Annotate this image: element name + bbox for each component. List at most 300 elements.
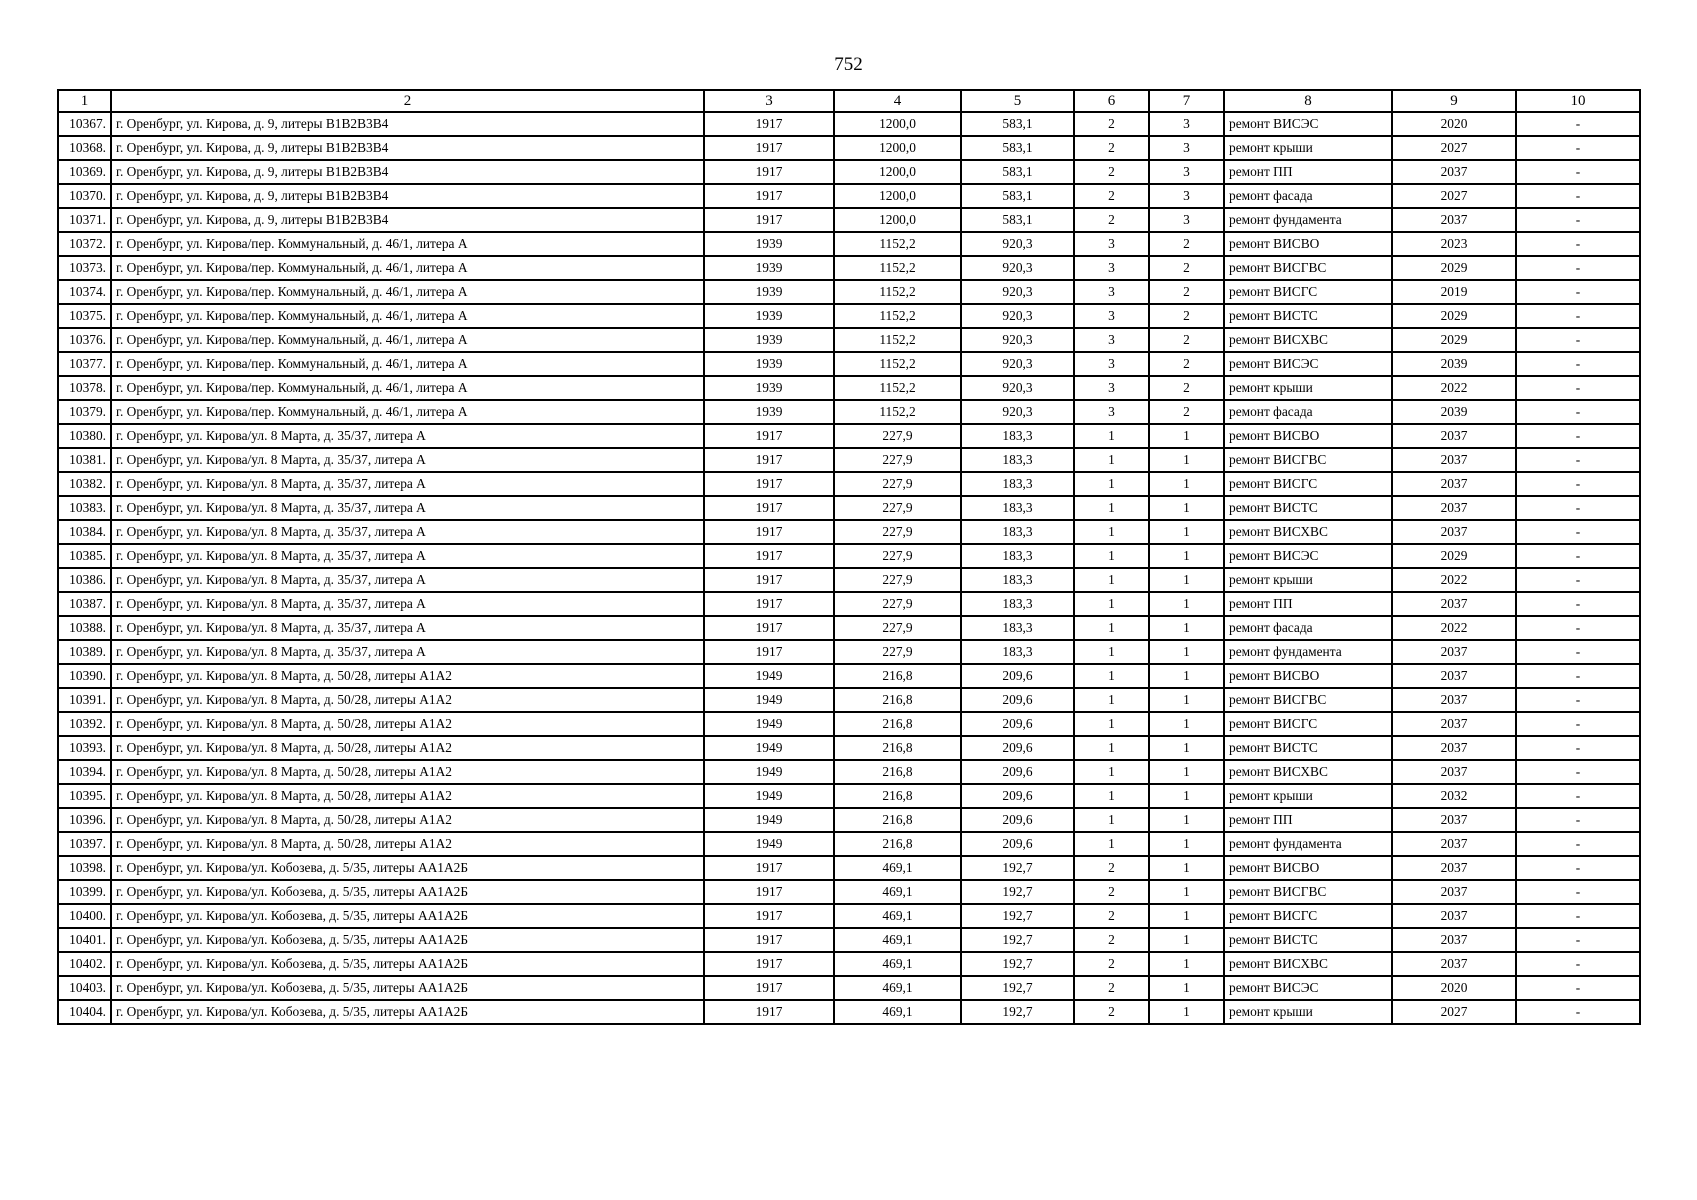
floors-cell: 1 xyxy=(1074,472,1149,496)
year-cell: 1949 xyxy=(704,808,834,832)
floors-cell: 2 xyxy=(1074,976,1149,1000)
year-cell: 1917 xyxy=(704,592,834,616)
address-cell: г. Оренбург, ул. Кирова/пер. Коммунальный, д. 46/1, литера А xyxy=(111,352,704,376)
row-number-cell: 10383. xyxy=(58,496,111,520)
planned-year-cell: 2037 xyxy=(1392,424,1516,448)
total-area-cell: 227,9 xyxy=(834,616,961,640)
table-row xyxy=(58,472,1640,496)
row-number-cell: 10367. xyxy=(58,112,111,136)
address-cell: г. Оренбург, ул. Кирова/ул. 8 Марта, д. 35/37, литера А xyxy=(111,448,704,472)
floors-cell: 3 xyxy=(1074,328,1149,352)
address-cell: г. Оренбург, ул. Кирова/пер. Коммунальный, д. 46/1, литера А xyxy=(111,280,704,304)
work-type-cell: ремонт фасада xyxy=(1224,184,1392,208)
planned-year-cell: 2037 xyxy=(1392,736,1516,760)
column-header: 9 xyxy=(1392,90,1516,112)
entrances-cell: 1 xyxy=(1149,856,1224,880)
floors-cell: 3 xyxy=(1074,256,1149,280)
row-number-cell: 10390. xyxy=(58,664,111,688)
entrances-cell: 2 xyxy=(1149,256,1224,280)
table-row xyxy=(58,760,1640,784)
address-cell: г. Оренбург, ул. Кирова, д. 9, литеры В1В2В3В4 xyxy=(111,136,704,160)
note-cell: - xyxy=(1516,952,1640,976)
address-cell: г. Оренбург, ул. Кирова/ул. 8 Марта, д. 50/28, литеры А1А2 xyxy=(111,832,704,856)
planned-year-cell: 2027 xyxy=(1392,1000,1516,1024)
planned-year-cell: 2020 xyxy=(1392,976,1516,1000)
total-area-cell: 1152,2 xyxy=(834,400,961,424)
row-number-cell: 10381. xyxy=(58,448,111,472)
floors-cell: 1 xyxy=(1074,640,1149,664)
table-row xyxy=(58,376,1640,400)
work-type-cell: ремонт ВИСВО xyxy=(1224,664,1392,688)
planned-year-cell: 2022 xyxy=(1392,616,1516,640)
planned-year-cell: 2037 xyxy=(1392,688,1516,712)
table-row xyxy=(58,400,1640,424)
living-area-cell: 192,7 xyxy=(961,928,1074,952)
total-area-cell: 216,8 xyxy=(834,832,961,856)
living-area-cell: 209,6 xyxy=(961,808,1074,832)
table-row xyxy=(58,904,1640,928)
floors-cell: 1 xyxy=(1074,568,1149,592)
work-type-cell: ремонт крыши xyxy=(1224,784,1392,808)
planned-year-cell: 2037 xyxy=(1392,496,1516,520)
entrances-cell: 1 xyxy=(1149,688,1224,712)
year-cell: 1949 xyxy=(704,784,834,808)
total-area-cell: 227,9 xyxy=(834,592,961,616)
table-row xyxy=(58,808,1640,832)
note-cell: - xyxy=(1516,424,1640,448)
entrances-cell: 3 xyxy=(1149,208,1224,232)
living-area-cell: 183,3 xyxy=(961,448,1074,472)
living-area-cell: 209,6 xyxy=(961,688,1074,712)
entrances-cell: 1 xyxy=(1149,880,1224,904)
row-number-cell: 10370. xyxy=(58,184,111,208)
note-cell: - xyxy=(1516,640,1640,664)
total-area-cell: 227,9 xyxy=(834,640,961,664)
floors-cell: 1 xyxy=(1074,808,1149,832)
planned-year-cell: 2037 xyxy=(1392,640,1516,664)
work-type-cell: ремонт ВИСХВС xyxy=(1224,952,1392,976)
planned-year-cell: 2037 xyxy=(1392,904,1516,928)
table-row xyxy=(58,880,1640,904)
address-cell: г. Оренбург, ул. Кирова/ул. 8 Марта, д. 35/37, литера А xyxy=(111,496,704,520)
column-header: 2 xyxy=(111,90,704,112)
address-cell: г. Оренбург, ул. Кирова/ул. 8 Марта, д. 50/28, литеры А1А2 xyxy=(111,760,704,784)
total-area-cell: 1152,2 xyxy=(834,376,961,400)
work-type-cell: ремонт ВИСГС xyxy=(1224,904,1392,928)
planned-year-cell: 2027 xyxy=(1392,136,1516,160)
row-number-cell: 10377. xyxy=(58,352,111,376)
work-type-cell: ремонт ВИСХВС xyxy=(1224,328,1392,352)
table-row xyxy=(58,280,1640,304)
entrances-cell: 3 xyxy=(1149,136,1224,160)
floors-cell: 1 xyxy=(1074,496,1149,520)
total-area-cell: 469,1 xyxy=(834,976,961,1000)
living-area-cell: 920,3 xyxy=(961,328,1074,352)
table-row xyxy=(58,112,1640,136)
living-area-cell: 920,3 xyxy=(961,280,1074,304)
total-area-cell: 469,1 xyxy=(834,952,961,976)
work-type-cell: ремонт крыши xyxy=(1224,136,1392,160)
living-area-cell: 183,3 xyxy=(961,424,1074,448)
work-type-cell: ремонт фундамента xyxy=(1224,640,1392,664)
entrances-cell: 2 xyxy=(1149,232,1224,256)
work-type-cell: ремонт фундамента xyxy=(1224,208,1392,232)
work-type-cell: ремонт ПП xyxy=(1224,592,1392,616)
row-number-cell: 10397. xyxy=(58,832,111,856)
planned-year-cell: 2039 xyxy=(1392,352,1516,376)
table-row xyxy=(58,328,1640,352)
table-row xyxy=(58,976,1640,1000)
note-cell: - xyxy=(1516,736,1640,760)
living-area-cell: 209,6 xyxy=(961,832,1074,856)
floors-cell: 1 xyxy=(1074,760,1149,784)
table-row xyxy=(58,208,1640,232)
year-cell: 1949 xyxy=(704,664,834,688)
year-cell: 1917 xyxy=(704,472,834,496)
work-type-cell: ремонт ВИСВО xyxy=(1224,232,1392,256)
row-number-cell: 10379. xyxy=(58,400,111,424)
row-number-cell: 10387. xyxy=(58,592,111,616)
row-number-cell: 10382. xyxy=(58,472,111,496)
entrances-cell: 1 xyxy=(1149,448,1224,472)
living-area-cell: 583,1 xyxy=(961,160,1074,184)
total-area-cell: 1200,0 xyxy=(834,112,961,136)
row-number-cell: 10394. xyxy=(58,760,111,784)
total-area-cell: 1152,2 xyxy=(834,328,961,352)
column-header: 1 xyxy=(58,90,111,112)
table-row xyxy=(58,568,1640,592)
floors-cell: 2 xyxy=(1074,208,1149,232)
total-area-cell: 227,9 xyxy=(834,520,961,544)
living-area-cell: 209,6 xyxy=(961,736,1074,760)
address-cell: г. Оренбург, ул. Кирова/ул. 8 Марта, д. 50/28, литеры А1А2 xyxy=(111,688,704,712)
table-row xyxy=(58,448,1640,472)
floors-cell: 1 xyxy=(1074,592,1149,616)
address-cell: г. Оренбург, ул. Кирова, д. 9, литеры В1В2В3В4 xyxy=(111,112,704,136)
year-cell: 1917 xyxy=(704,880,834,904)
planned-year-cell: 2037 xyxy=(1392,520,1516,544)
work-type-cell: ремонт ВИСГВС xyxy=(1224,256,1392,280)
year-cell: 1949 xyxy=(704,712,834,736)
planned-year-cell: 2039 xyxy=(1392,400,1516,424)
work-type-cell: ремонт крыши xyxy=(1224,568,1392,592)
note-cell: - xyxy=(1516,160,1640,184)
total-area-cell: 1200,0 xyxy=(834,136,961,160)
planned-year-cell: 2037 xyxy=(1392,592,1516,616)
year-cell: 1917 xyxy=(704,568,834,592)
note-cell: - xyxy=(1516,544,1640,568)
planned-year-cell: 2037 xyxy=(1392,472,1516,496)
note-cell: - xyxy=(1516,784,1640,808)
year-cell: 1917 xyxy=(704,1000,834,1024)
floors-cell: 2 xyxy=(1074,1000,1149,1024)
table-row xyxy=(58,952,1640,976)
entrances-cell: 1 xyxy=(1149,760,1224,784)
planned-year-cell: 2037 xyxy=(1392,808,1516,832)
floors-cell: 3 xyxy=(1074,304,1149,328)
year-cell: 1939 xyxy=(704,256,834,280)
note-cell: - xyxy=(1516,472,1640,496)
table-body xyxy=(58,112,1640,1024)
address-cell: г. Оренбург, ул. Кирова/ул. 8 Марта, д. 35/37, литера А xyxy=(111,568,704,592)
note-cell: - xyxy=(1516,328,1640,352)
floors-cell: 3 xyxy=(1074,400,1149,424)
living-area-cell: 183,3 xyxy=(961,568,1074,592)
note-cell: - xyxy=(1516,520,1640,544)
planned-year-cell: 2037 xyxy=(1392,856,1516,880)
address-cell: г. Оренбург, ул. Кирова/ул. 8 Марта, д. 35/37, литера А xyxy=(111,592,704,616)
row-number-cell: 10396. xyxy=(58,808,111,832)
table-row xyxy=(58,832,1640,856)
entrances-cell: 1 xyxy=(1149,424,1224,448)
row-number-cell: 10395. xyxy=(58,784,111,808)
living-area-cell: 209,6 xyxy=(961,712,1074,736)
address-cell: г. Оренбург, ул. Кирова, д. 9, литеры В1В2В3В4 xyxy=(111,160,704,184)
year-cell: 1917 xyxy=(704,184,834,208)
planned-year-cell: 2029 xyxy=(1392,328,1516,352)
living-area-cell: 583,1 xyxy=(961,136,1074,160)
work-type-cell: ремонт ВИСТС xyxy=(1224,736,1392,760)
living-area-cell: 192,7 xyxy=(961,880,1074,904)
work-type-cell: ремонт ВИСЭС xyxy=(1224,976,1392,1000)
column-header: 5 xyxy=(961,90,1074,112)
planned-year-cell: 2037 xyxy=(1392,760,1516,784)
note-cell: - xyxy=(1516,928,1640,952)
floors-cell: 1 xyxy=(1074,784,1149,808)
work-type-cell: ремонт крыши xyxy=(1224,376,1392,400)
address-cell: г. Оренбург, ул. Кирова, д. 9, литеры В1В2В3В4 xyxy=(111,184,704,208)
entrances-cell: 1 xyxy=(1149,640,1224,664)
row-number-cell: 10371. xyxy=(58,208,111,232)
work-type-cell: ремонт ПП xyxy=(1224,160,1392,184)
address-cell: г. Оренбург, ул. Кирова/ул. Кобозева, д. 5/35, литеры АА1А2Б xyxy=(111,952,704,976)
table-row xyxy=(58,304,1640,328)
floors-cell: 1 xyxy=(1074,712,1149,736)
entrances-cell: 2 xyxy=(1149,376,1224,400)
planned-year-cell: 2022 xyxy=(1392,568,1516,592)
note-cell: - xyxy=(1516,304,1640,328)
row-number-cell: 10398. xyxy=(58,856,111,880)
living-area-cell: 583,1 xyxy=(961,112,1074,136)
entrances-cell: 1 xyxy=(1149,928,1224,952)
entrances-cell: 1 xyxy=(1149,736,1224,760)
entrances-cell: 1 xyxy=(1149,616,1224,640)
table-row xyxy=(58,616,1640,640)
row-number-cell: 10401. xyxy=(58,928,111,952)
address-cell: г. Оренбург, ул. Кирова, д. 9, литеры В1В2В3В4 xyxy=(111,208,704,232)
row-number-cell: 10393. xyxy=(58,736,111,760)
total-area-cell: 1200,0 xyxy=(834,208,961,232)
floors-cell: 1 xyxy=(1074,664,1149,688)
total-area-cell: 1152,2 xyxy=(834,280,961,304)
year-cell: 1917 xyxy=(704,904,834,928)
entrances-cell: 1 xyxy=(1149,784,1224,808)
entrances-cell: 1 xyxy=(1149,1000,1224,1024)
floors-cell: 1 xyxy=(1074,448,1149,472)
living-area-cell: 192,7 xyxy=(961,1000,1074,1024)
address-cell: г. Оренбург, ул. Кирова/ул. 8 Марта, д. 35/37, литера А xyxy=(111,520,704,544)
table-row xyxy=(58,232,1640,256)
floors-cell: 1 xyxy=(1074,832,1149,856)
row-number-cell: 10388. xyxy=(58,616,111,640)
year-cell: 1917 xyxy=(704,952,834,976)
row-number-cell: 10369. xyxy=(58,160,111,184)
table-row xyxy=(58,712,1640,736)
page-number: 752 xyxy=(834,54,863,75)
work-type-cell: ремонт ВИСТС xyxy=(1224,304,1392,328)
note-cell: - xyxy=(1516,664,1640,688)
year-cell: 1939 xyxy=(704,376,834,400)
floors-cell: 1 xyxy=(1074,688,1149,712)
total-area-cell: 469,1 xyxy=(834,880,961,904)
table-row xyxy=(58,1000,1640,1024)
row-number-cell: 10380. xyxy=(58,424,111,448)
table-row xyxy=(58,592,1640,616)
entrances-cell: 1 xyxy=(1149,664,1224,688)
work-type-cell: ремонт фундамента xyxy=(1224,832,1392,856)
table-row xyxy=(58,688,1640,712)
living-area-cell: 209,6 xyxy=(961,664,1074,688)
year-cell: 1939 xyxy=(704,352,834,376)
work-type-cell: ремонт ВИСВО xyxy=(1224,856,1392,880)
total-area-cell: 1200,0 xyxy=(834,184,961,208)
row-number-cell: 10389. xyxy=(58,640,111,664)
address-cell: г. Оренбург, ул. Кирова/ул. Кобозева, д. 5/35, литеры АА1А2Б xyxy=(111,928,704,952)
total-area-cell: 1152,2 xyxy=(834,304,961,328)
total-area-cell: 469,1 xyxy=(834,904,961,928)
work-type-cell: ремонт ВИСГС xyxy=(1224,280,1392,304)
address-cell: г. Оренбург, ул. Кирова/ул. 8 Марта, д. 35/37, литера А xyxy=(111,544,704,568)
entrances-cell: 1 xyxy=(1149,904,1224,928)
row-number-cell: 10385. xyxy=(58,544,111,568)
floors-cell: 3 xyxy=(1074,280,1149,304)
work-type-cell: ремонт ПП xyxy=(1224,808,1392,832)
column-header: 3 xyxy=(704,90,834,112)
work-type-cell: ремонт ВИСХВС xyxy=(1224,760,1392,784)
total-area-cell: 216,8 xyxy=(834,808,961,832)
note-cell: - xyxy=(1516,832,1640,856)
living-area-cell: 192,7 xyxy=(961,976,1074,1000)
note-cell: - xyxy=(1516,688,1640,712)
note-cell: - xyxy=(1516,400,1640,424)
table-row xyxy=(58,136,1640,160)
living-area-cell: 183,3 xyxy=(961,544,1074,568)
living-area-cell: 920,3 xyxy=(961,304,1074,328)
note-cell: - xyxy=(1516,184,1640,208)
entrances-cell: 1 xyxy=(1149,712,1224,736)
year-cell: 1917 xyxy=(704,496,834,520)
planned-year-cell: 2037 xyxy=(1392,928,1516,952)
work-type-cell: ремонт ВИСЭС xyxy=(1224,544,1392,568)
work-type-cell: ремонт ВИСТС xyxy=(1224,928,1392,952)
address-cell: г. Оренбург, ул. Кирова/пер. Коммунальный, д. 46/1, литера А xyxy=(111,232,704,256)
entrances-cell: 1 xyxy=(1149,568,1224,592)
row-number-cell: 10404. xyxy=(58,1000,111,1024)
entrances-cell: 1 xyxy=(1149,520,1224,544)
note-cell: - xyxy=(1516,712,1640,736)
row-number-cell: 10368. xyxy=(58,136,111,160)
address-cell: г. Оренбург, ул. Кирова/ул. 8 Марта, д. 50/28, литеры А1А2 xyxy=(111,712,704,736)
work-type-cell: ремонт ВИСГВС xyxy=(1224,688,1392,712)
table-row xyxy=(58,496,1640,520)
year-cell: 1917 xyxy=(704,928,834,952)
year-cell: 1917 xyxy=(704,640,834,664)
work-type-cell: ремонт ВИСГВС xyxy=(1224,448,1392,472)
note-cell: - xyxy=(1516,808,1640,832)
year-cell: 1917 xyxy=(704,616,834,640)
living-area-cell: 192,7 xyxy=(961,856,1074,880)
entrances-cell: 1 xyxy=(1149,832,1224,856)
year-cell: 1939 xyxy=(704,304,834,328)
total-area-cell: 1200,0 xyxy=(834,160,961,184)
floors-cell: 2 xyxy=(1074,184,1149,208)
floors-cell: 2 xyxy=(1074,112,1149,136)
living-area-cell: 183,3 xyxy=(961,520,1074,544)
living-area-cell: 183,3 xyxy=(961,640,1074,664)
address-cell: г. Оренбург, ул. Кирова/пер. Коммунальный, д. 46/1, литера А xyxy=(111,256,704,280)
row-number-cell: 10403. xyxy=(58,976,111,1000)
total-area-cell: 216,8 xyxy=(834,712,961,736)
row-number-cell: 10372. xyxy=(58,232,111,256)
planned-year-cell: 2037 xyxy=(1392,832,1516,856)
entrances-cell: 2 xyxy=(1149,328,1224,352)
living-area-cell: 209,6 xyxy=(961,760,1074,784)
work-type-cell: ремонт крыши xyxy=(1224,1000,1392,1024)
floors-cell: 2 xyxy=(1074,928,1149,952)
entrances-cell: 1 xyxy=(1149,544,1224,568)
table-row xyxy=(58,520,1640,544)
entrances-cell: 3 xyxy=(1149,184,1224,208)
living-area-cell: 192,7 xyxy=(961,952,1074,976)
work-type-cell: ремонт ВИСЭС xyxy=(1224,112,1392,136)
floors-cell: 2 xyxy=(1074,136,1149,160)
planned-year-cell: 2037 xyxy=(1392,208,1516,232)
entrances-cell: 2 xyxy=(1149,400,1224,424)
note-cell: - xyxy=(1516,136,1640,160)
entrances-cell: 1 xyxy=(1149,472,1224,496)
address-cell: г. Оренбург, ул. Кирова/ул. 8 Марта, д. 50/28, литеры А1А2 xyxy=(111,784,704,808)
address-cell: г. Оренбург, ул. Кирова/ул. Кобозева, д. 5/35, литеры АА1А2Б xyxy=(111,880,704,904)
row-number-cell: 10373. xyxy=(58,256,111,280)
column-header: 7 xyxy=(1149,90,1224,112)
year-cell: 1917 xyxy=(704,520,834,544)
row-number-cell: 10378. xyxy=(58,376,111,400)
planned-year-cell: 2029 xyxy=(1392,256,1516,280)
address-cell: г. Оренбург, ул. Кирова/ул. 8 Марта, д. 35/37, литера А xyxy=(111,424,704,448)
total-area-cell: 216,8 xyxy=(834,760,961,784)
note-cell: - xyxy=(1516,616,1640,640)
row-number-cell: 10386. xyxy=(58,568,111,592)
entrances-cell: 1 xyxy=(1149,496,1224,520)
total-area-cell: 469,1 xyxy=(834,856,961,880)
year-cell: 1917 xyxy=(704,160,834,184)
floors-cell: 2 xyxy=(1074,880,1149,904)
work-type-cell: ремонт ВИСТС xyxy=(1224,496,1392,520)
planned-year-cell: 2037 xyxy=(1392,880,1516,904)
note-cell: - xyxy=(1516,592,1640,616)
address-cell: г. Оренбург, ул. Кирова/ул. 8 Марта, д. 35/37, литера А xyxy=(111,640,704,664)
address-cell: г. Оренбург, ул. Кирова/ул. Кобозева, д. 5/35, литеры АА1А2Б xyxy=(111,904,704,928)
floors-cell: 2 xyxy=(1074,952,1149,976)
planned-year-cell: 2023 xyxy=(1392,232,1516,256)
year-cell: 1939 xyxy=(704,280,834,304)
address-cell: г. Оренбург, ул. Кирова/пер. Коммунальный, д. 46/1, литера А xyxy=(111,328,704,352)
total-area-cell: 227,9 xyxy=(834,424,961,448)
entrances-cell: 2 xyxy=(1149,280,1224,304)
address-cell: г. Оренбург, ул. Кирова/ул. 8 Марта, д. 35/37, литера А xyxy=(111,616,704,640)
note-cell: - xyxy=(1516,352,1640,376)
total-area-cell: 227,9 xyxy=(834,472,961,496)
